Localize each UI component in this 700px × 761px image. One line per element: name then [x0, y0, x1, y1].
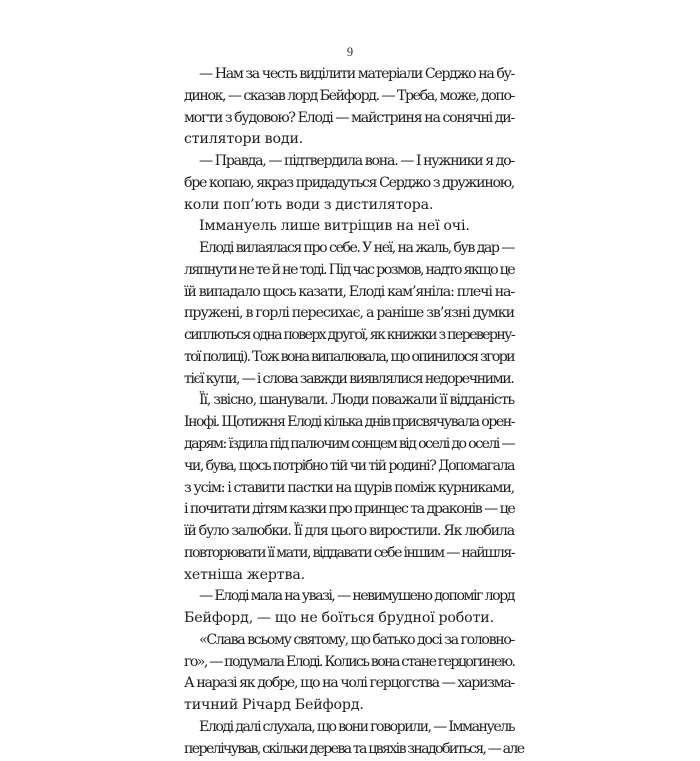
text-line: Її, звісно, шанували. Люди поважали її відданість — [199, 392, 514, 409]
text-line: Елоді далі слухала, що вони говорили, — Іммануель — [199, 718, 514, 735]
text-line: і почитати дітям казки про принцес та драконів — це — [184, 501, 515, 518]
text-line: бре копаю, якраз придадуться Серджо з дружиною, — [184, 174, 514, 191]
text-line: коли поп’ють води з дистилятора. — [184, 196, 434, 213]
text-line: Іммануель лише витріщив на неї очі. — [199, 218, 470, 235]
text-line: могти з будовою? Елоді — майстриня на сонячні ди- — [184, 109, 514, 126]
text-line: стилятори води. — [184, 131, 304, 148]
text-line: — Елоді мала на увазі, — невимушено допоміг лорд — [199, 588, 514, 605]
text-line: динок, — сказав лорд Бейфорд. — Треба, може, допо- — [184, 87, 514, 104]
text-line: Інофі. Щотижня Елоді кілька днів присвячувала орен- — [184, 414, 514, 431]
text-line: ляпнути не те й не тоді. Під час розмов, надто якщо це — [184, 261, 515, 278]
text-line: «Слава всьому святому, що батько досі за головно- — [199, 631, 514, 648]
text-line: го», — подумала Елоді. Колись вона стане герцогинею. — [184, 653, 515, 670]
text-line: Бейфорд, — що не боїться брудної роботи. — [184, 610, 494, 627]
text-line: їй було залюбки. Її для цього виростили. Як любила — [184, 523, 514, 540]
text-line: — Нам за честь виділити матеріали Серджо на бу- — [199, 66, 514, 82]
text-line: сиплються одна поверх другої, як книжки з переверну- — [184, 327, 514, 344]
text-line: дарям: їздила під палючим сонцем від оселі до оселі — — [184, 436, 514, 453]
text-line: їй випадало щось казати, Елоді кам’яніла: плечі на- — [184, 283, 514, 300]
text-line: з усім: і ставити пастки на щурів поміж курниками, — [184, 479, 514, 496]
text-line: А наразі як добре, що на чолі герцогства — харизма- — [184, 675, 514, 692]
text-line: тієї купи, — і слова завжди виявлялися недоречними. — [184, 370, 514, 387]
text-line: повторювати її мати, віддавати себе іншим — найшля- — [184, 544, 515, 561]
text-line: тичний Річард Бейфорд. — [184, 697, 364, 714]
page-number: 9 — [346, 45, 354, 59]
text-line: — Правда, — підтвердила вона. — І нужники я до- — [199, 153, 514, 170]
text-line: перелічував, скільки дерева та цвяхів знадобиться, — але — [184, 740, 524, 757]
text-line: пружені, в горлі пересихає, а раніше зв’язні думки — [184, 305, 514, 322]
text-line: хетніша жертва. — [184, 566, 305, 583]
text-line: тої полиці). Тож вона випалювала, що опинилося згори — [184, 348, 514, 365]
text-line: Елоді вилаялася про себе. У неї, на жаль, був дар — — [199, 240, 514, 257]
body-text — [184, 64, 524, 761]
text-line: чи, бува, щось потрібно тій чи тій родині? Допомагала — [184, 457, 514, 474]
